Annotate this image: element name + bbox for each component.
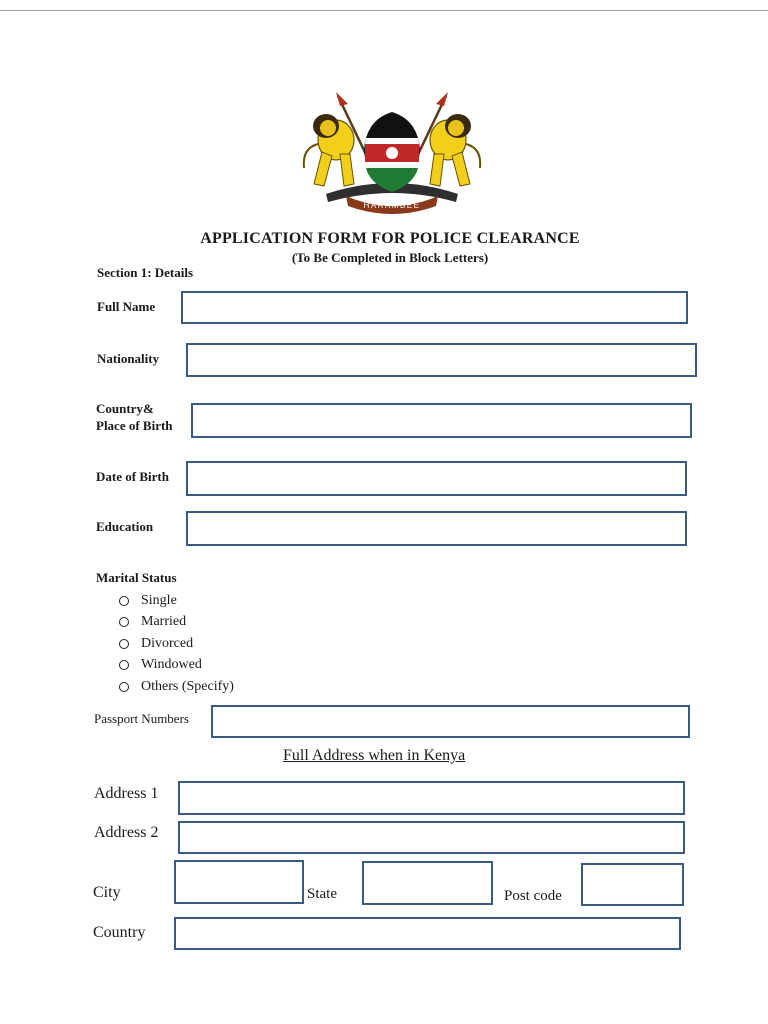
- crest-motto: HARAMBEE: [363, 201, 421, 210]
- state-field[interactable]: [362, 861, 493, 905]
- full-name-field[interactable]: [181, 291, 688, 324]
- section-heading: Section 1: Details: [97, 265, 194, 280]
- radio-label: Single: [141, 592, 177, 608]
- nationality-field[interactable]: [186, 343, 697, 377]
- radio-married[interactable]: [119, 612, 234, 634]
- education-label: Education: [96, 519, 154, 534]
- radio-divorced[interactable]: [119, 633, 234, 655]
- kenya-coat-of-arms-icon: [296, 92, 488, 214]
- radio-single[interactable]: [119, 590, 234, 612]
- radio-label: Divorced: [141, 635, 194, 651]
- radio-circle-icon[interactable]: [119, 617, 129, 627]
- education-field[interactable]: [186, 511, 687, 546]
- marital-status-label: Marital Status: [96, 570, 177, 585]
- country-of-birth-label-line1: Country&: [96, 401, 154, 416]
- address1-label: Address 1: [94, 785, 159, 802]
- country-of-birth-label: [96, 400, 173, 434]
- radio-windowed[interactable]: [119, 655, 234, 677]
- city-field[interactable]: [174, 860, 304, 904]
- country-of-birth-label-line2: Place of Birth: [96, 418, 173, 433]
- radio-circle-icon[interactable]: [119, 660, 129, 670]
- state-label: State: [307, 886, 337, 902]
- radio-label: Married: [141, 614, 187, 630]
- form-title: APPLICATION FORM FOR POLICE CLEARANCE: [200, 230, 580, 247]
- radio-others[interactable]: [119, 676, 234, 698]
- radio-circle-icon[interactable]: [119, 682, 129, 692]
- postcode-field[interactable]: [581, 863, 684, 906]
- country-place-of-birth-field[interactable]: [191, 403, 692, 438]
- radio-circle-icon[interactable]: [119, 596, 129, 606]
- radio-circle-icon[interactable]: [119, 639, 129, 649]
- form-subtitle: (To Be Completed in Block Letters): [291, 250, 489, 265]
- address2-label: Address 2: [94, 824, 159, 841]
- nationality-label: Nationality: [97, 351, 160, 366]
- city-label: City: [93, 884, 121, 901]
- date-of-birth-label: Date of Birth: [96, 469, 169, 484]
- passport-numbers-field[interactable]: [211, 705, 690, 738]
- country-label: Country: [93, 924, 146, 941]
- address-heading: Full Address when in Kenya: [283, 747, 466, 764]
- full-name-label: Full Name: [97, 299, 156, 314]
- page-top-edge: [0, 10, 768, 11]
- marital-status-options: [119, 590, 234, 698]
- address1-field[interactable]: [178, 781, 685, 815]
- address2-field[interactable]: [178, 821, 685, 854]
- postcode-label: Post code: [504, 888, 562, 904]
- radio-label: Windowed: [141, 657, 202, 673]
- radio-label: Others (Specify): [141, 678, 234, 694]
- country-field[interactable]: [174, 917, 681, 950]
- date-of-birth-field[interactable]: [186, 461, 687, 496]
- passport-numbers-label: Passport Numbers: [94, 711, 189, 726]
